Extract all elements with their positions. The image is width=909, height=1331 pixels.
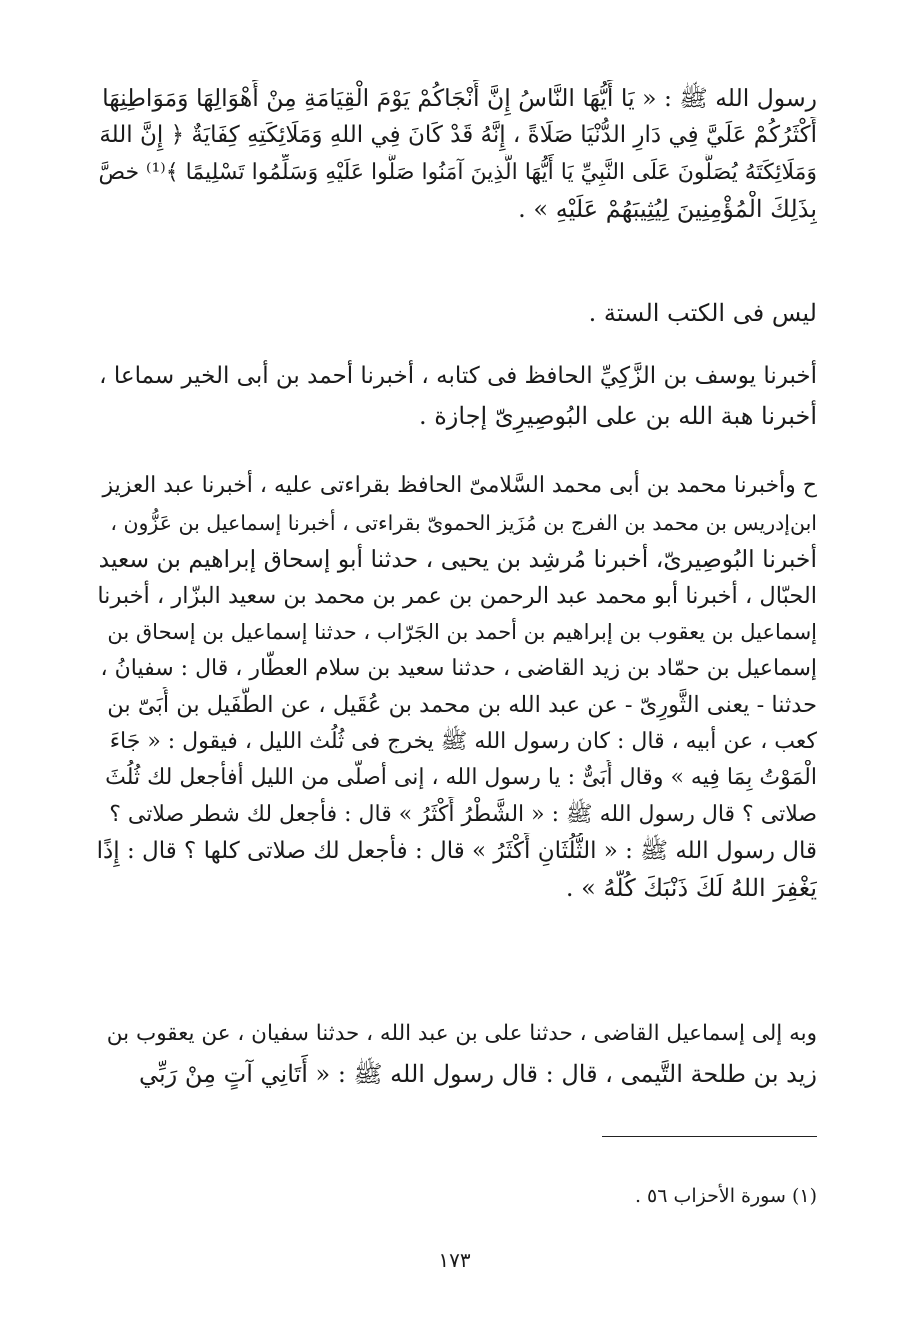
page-number: ١٧٣: [438, 1248, 471, 1272]
text-line: أخبرنا يوسف بن الزَّكِيِّ الحافظ فى كتابه ، أخبرنا أحمد بن أبى الخير سماعا ،: [99, 363, 817, 389]
text-line: قال رسول الله ﷺ : « الثُّلُثَانِ أَكْثَرُ » قال : فأجعل لك صلاتى كلها ؟ قال : إِذًا: [97, 838, 817, 864]
text-line: أَكْثَرُكُمْ عَلَيَّ فِي دَارِ الدُّنْيَا صَلَاةً ، إِنَّهُ قَدْ كَانَ فِي اللهِ وَمَلَائِكَتِهِ كِفَايَةٌ ﴿ إِنَّ اللهَ: [99, 122, 817, 148]
paragraph-hadith-salat-intro: [97, 80, 817, 228]
text-line: صلاتى ؟ قال رسول الله ﷺ : « الشَّطْرُ أَكْثَرُ » قال : فأجعل لك شطر صلاتى ؟: [109, 801, 817, 827]
paragraph-hadith-ismail-qadi: [97, 1013, 817, 1095]
paragraph-not-in-six-books: [97, 293, 817, 333]
text-line: الحبّال ، أخبرنا أبو محمد عبد الرحمن بن عمر بن محمد بن سعيد البزّار ، أخبرنا: [97, 582, 817, 609]
text-line: يَغْفِرَ اللهُ لَكَ ذَنْبَكَ كُلَّهُ » .: [565, 873, 817, 902]
text-line: رسول الله ﷺ : « يَا أَيُّهَا النَّاسُ إِنَّ أَنْجَاكُمْ يَوْمَ الْقِيَامَةِ مِنْ أَهْوَالِهَا وَمَوَاطِنِهَا: [102, 84, 817, 112]
text-line: بِذَلِكَ الْمُؤْمِنِينَ لِيُثِيبَهُمْ عَلَيْهِ » .: [518, 195, 817, 223]
text-line: ح وأخبرنا محمد بن أبى محمد السَّلامىّ الحافظ بقراءتى عليه ، أخبرنا عبد العزيز: [102, 473, 817, 498]
text-line: حدثنا - يعنى الثَّورِىّ - عن عبد الله بن محمد بن عُقَيل ، عن الطُّفَيل بن أُبَىّ بن: [107, 692, 817, 718]
text-line: وَمَلَائِكَتَهُ يُصَلُّونَ عَلَى النَّبِيِّ يَا أَيُّهَا الَّذِينَ آمَنُوا صَلُّوا عَلَيْهِ وَسَلِّمُوا تَسْلِيمًا ﴾⁽¹⁾ خصَّ: [98, 160, 817, 185]
paragraph-hadith-ubayy: [97, 468, 817, 906]
text-line: إسماعيل بن يعقوب بن إبراهيم بن أحمد بن الجَرّاب ، حدثنا إسماعيل بن إسحاق بن: [107, 620, 817, 644]
text-line: كعب ، عن أبيه ، قال : كان رسول الله ﷺ يخرج فى ثُلُث الليل ، فيقول : « جَاءَ: [109, 728, 817, 754]
text-line: أخبرنا البُوصِيرىّ، أخبرنا مُرشِد بن يحيى ، حدثنا أبو إسحاق إبراهيم بن سعيد: [98, 545, 817, 573]
footnote: (١) سورة الأحزاب ٥٦ .: [634, 1185, 817, 1207]
text-line: وبه إلى إسماعيل القاضى ، حدثنا على بن عبد الله ، حدثنا سفيان ، عن يعقوب بن: [106, 1021, 817, 1046]
text-line: ابن‌إدريس بن محمد بن الفرج بن مُزَيز الحموىّ بقراءتى ، أخبرنا إسماعيل بن عَزُّون ،: [110, 510, 817, 535]
text-line: الْمَوْتُ بِمَا فِيه » وقال أُبَىٌّ : يا رسول الله ، إنى أصلّى من الليل أفأجعل لك ثُلُثَ: [105, 765, 817, 790]
text-line: ليس فى الكتب الستة .: [588, 299, 817, 327]
footnote-divider: [602, 1136, 817, 1137]
text-line: أخبرنا هبة الله بن على البُوصِيرِىّ إجازة .: [418, 402, 817, 430]
text-line: زيد بن طلحة التَّيمى ، قال : قال رسول الله ﷺ : « أَتَانِي آتٍ مِنْ رَبِّي: [139, 1060, 817, 1088]
paragraph-isnad-yusuf: [97, 356, 817, 436]
text-line: إسماعيل بن حمّاد بن زيد القاضى ، حدثنا سعيد بن سلام العطّار ، قال : سفيانُ ،: [100, 655, 817, 681]
